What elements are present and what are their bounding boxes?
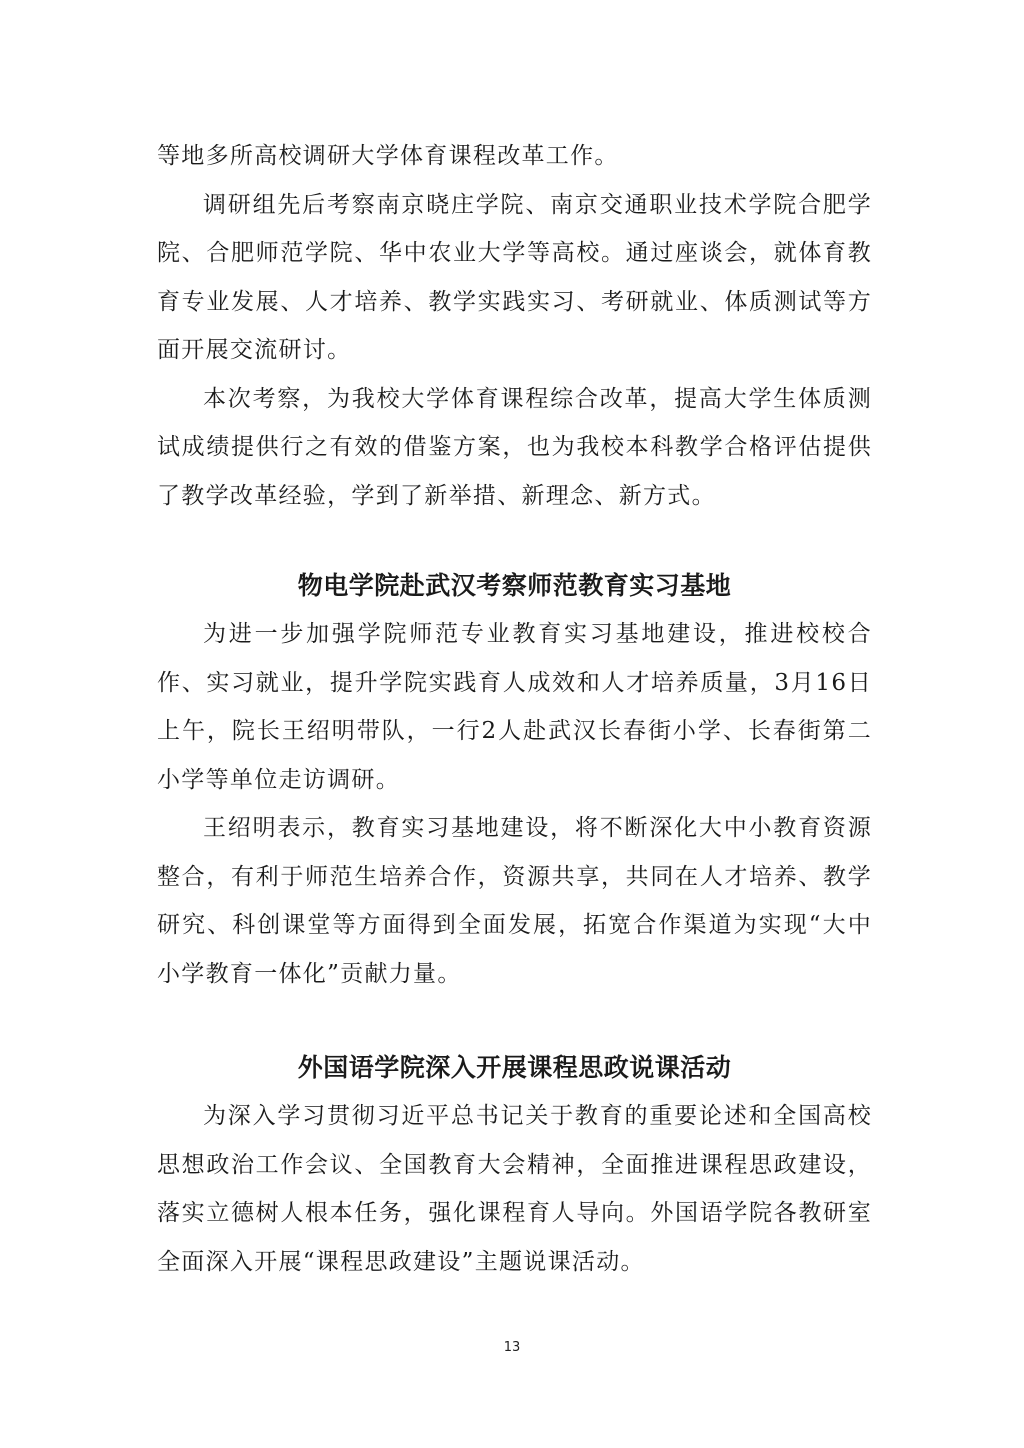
paragraph: 调研组先后考察南京晓庄学院、南京交通职业技术学院合肥学院、合肥师范学院、华中农业大学等高校。通过座谈会，就体育教育专业发展、人才培养、教学实践实习、考研就业、体质测试等方面开展交流研讨。: [157, 191, 872, 363]
continued-paragraph: 等地多所高校调研大学体育课程改革工作。: [157, 143, 619, 169]
paragraph: 为进一步加强学院师范专业教育实习基地建设，推进校校合作、实习就业，提升学院实践育人成效和人才培养质量，3月16日上午，院长王绍明带队，一行2人赴武汉长春街小学、长春街第二小学等单位走访调研。: [157, 621, 872, 793]
section-title-foreign-languages-college: 外国语学院深入开展课程思政说课活动: [297, 1053, 732, 1082]
section-title-physics-college: 物电学院赴武汉考察师范教育实习基地: [297, 571, 732, 600]
paragraph: 本次考察，为我校大学体育课程综合改革，提高大学生体质测试成绩提供行之有效的借鉴方案，也为我校本科教学合格评估提供了教学改革经验，学到了新举措、新理念、新方式。: [157, 385, 872, 509]
paragraph: 为深入学习贯彻习近平总书记关于教育的重要论述和全国高校思想政治工作会议、全国教育大会精神，全面推进课程思政建设，落实立德树人根本任务，强化课程育人导向。外国语学院各教研室全面深入开展“课程思政建设”主题说课活动。: [157, 1103, 872, 1275]
page-content: [157, 132, 872, 1286]
paragraph: 王绍明表示，教育实习基地建设，将不断深化大中小教育资源整合，有利于师范生培养合作，资源共享，共同在人才培养、教学研究、科创课堂等方面得到全面发展，拓宽合作渠道为实现“大中小学教育一体化”贡献力量。: [157, 815, 872, 987]
page-number: 13: [503, 1340, 521, 1355]
